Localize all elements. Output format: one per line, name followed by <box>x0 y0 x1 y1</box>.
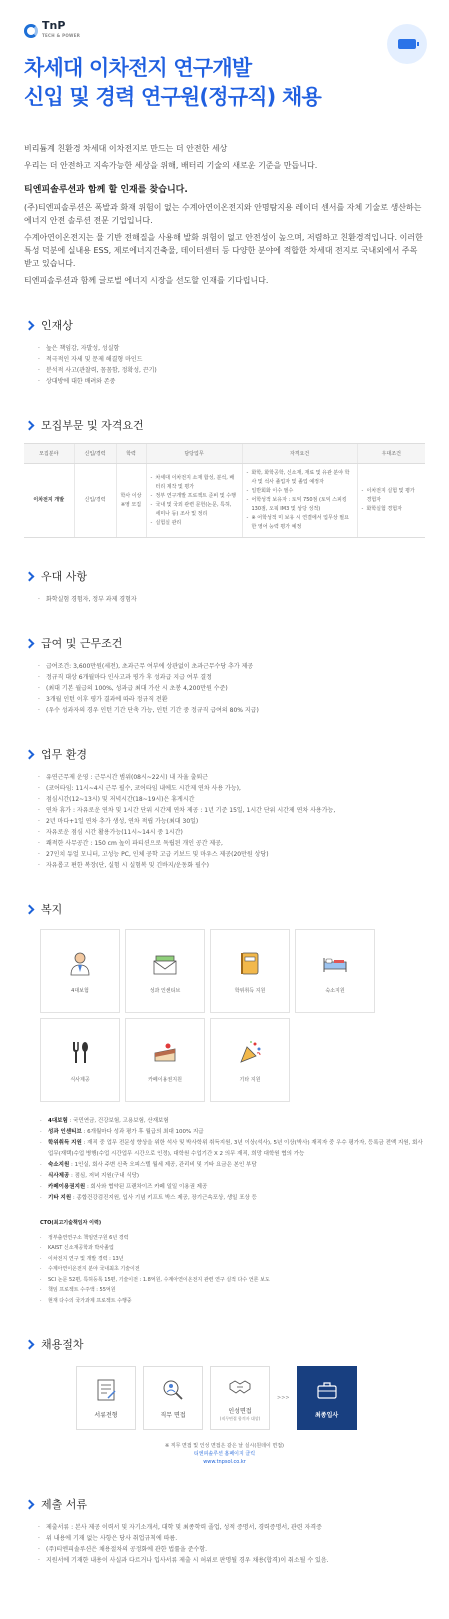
welfare-section <box>24 901 425 1306</box>
talent-section <box>24 317 425 387</box>
list-item: · 점심시간(12~13시) 및 저녁시간(18~19시)은 휴게시간 <box>38 794 425 805</box>
welfare-label: 성과 인센티브 <box>149 987 181 994</box>
chevron-icon <box>25 1339 35 1349</box>
list-item: · KAIST 신소재공학과 박사졸업 <box>40 1243 425 1254</box>
chevron-icon <box>25 904 35 914</box>
list-item: · 27인치 듀얼 모니터, 고성능 PC, 인체 공학 고급 키보드 및 마우스 제공(20만원 상당) <box>38 849 425 860</box>
welfare-card <box>40 1018 120 1102</box>
table-header: 자격요건 <box>242 444 357 464</box>
preferred-item: - 이차전지 실험 및 평가 경험자 <box>362 487 422 505</box>
process-arrow: >>> <box>277 1395 290 1401</box>
welfare-card <box>295 929 375 1013</box>
welfare-card <box>210 929 290 1013</box>
intro-paragraph-2: 수계아연이온전지는 물 기반 전해질을 사용해 발화 위험이 없고 안전성이 높으며, 저렴하고 친환경적입니다. 이러한 특성 덕분에 실내용 ESS, 제로에너지건축물, 데이터센터 등 다양한 분야에 적합한 차세대 전지로 국내외에서 주목받고 있습니다. <box>24 233 423 268</box>
education-cell: 학사 이상 ※영 모집 <box>116 464 146 538</box>
step-label: 인성면접 <box>228 1408 252 1415</box>
table-header: 신입/경력 <box>74 444 116 464</box>
company-logo <box>24 19 425 40</box>
title-line-1: 차세대 이차전지 연구개발 <box>24 56 252 80</box>
logo-ring-icon <box>24 24 38 38</box>
table-row <box>24 464 425 538</box>
section-title: 업무 환경 <box>41 748 88 761</box>
logo-text: TnP <box>42 19 66 32</box>
intro-line-1: 비리튬계 친환경 차세대 이차전지로 만드는 더 안전한 세상 <box>24 144 228 153</box>
list-item: · SCI 논문 52편, 특허등록 15편, 기술이전 : 1.8억원, 수계아연이온전지 관련 연구 실적 다수 언론 보도 <box>40 1275 425 1286</box>
preferred-cell <box>357 464 425 538</box>
process-note <box>24 1442 425 1466</box>
intro-paragraph-1: (주)티엔피솔루션은 폭발과 화재 위험이 없는 수계아연이온전지와 안명탐지용 레이더 센서를 자체 기술로 생산하는 에너지 안전 솔루션 전문 기업입니다. <box>24 203 422 225</box>
list-item: · (최대 기본 월급의 100%, 성과급 최대 가산 시 초봉 4,200만원 수준) <box>38 683 425 694</box>
briefcase-icon <box>315 1378 339 1406</box>
step-label: 직무 면접 <box>160 1411 186 1419</box>
duty-item: - 실험실 관리 <box>151 519 238 528</box>
notebook-icon <box>236 949 264 977</box>
welfare-card <box>125 1018 205 1102</box>
chevron-icon <box>25 571 35 581</box>
cto-title: CTO(최고기술책임자 이력) <box>40 1220 102 1226</box>
welfare-label: 카페이용권지원 <box>148 1076 182 1083</box>
chevron-icon <box>25 320 35 330</box>
section-title: 우대 사항 <box>41 570 88 583</box>
chevron-icon <box>25 638 35 648</box>
career-cell: 신입/경력 <box>74 464 116 538</box>
duty-item: - 정부 연구개발 프로젝트 준비 및 수행 <box>151 492 238 501</box>
list-item: · 위 내용에 기재 없는 사항은 당사 취업규칙에 따름. <box>38 1533 425 1544</box>
preferred-item: - 화학실험 경험자 <box>362 505 422 514</box>
cto-profile <box>24 1218 425 1306</box>
section-title: 제출 서류 <box>41 1498 88 1511</box>
section-title: 모집부문 및 자격요건 <box>41 419 144 432</box>
magnifier-person-icon <box>161 1378 185 1406</box>
process-steps <box>24 1366 425 1430</box>
welfare-label: 기타 지원 <box>239 1076 261 1083</box>
duty-item: - 국내 및 국외 관련 문헌(논문, 특허, 세미나 등) 조사 및 정리 <box>151 501 238 519</box>
list-item: · 유연근무제 운영 : 근무시간 범위(08시~22시) 내 자율 출퇴근 <box>38 772 425 783</box>
title-line-2: 신입 및 경력 연구원(정규직) 채용 <box>24 85 321 109</box>
table-header: 학력 <box>116 444 146 464</box>
list-item: · (우수 성과자의 경우 인턴 기간 단축 가능, 인턴 기간 중 정규직 급여의 80% 지급) <box>38 705 425 716</box>
list-item: · 책임 프로젝트 수주액 : 55억원 <box>40 1285 425 1296</box>
list-item: · 쾌적한 사무공간 : 150 cm 높이 파티션으로 독립된 개인 공간 제공, <box>38 838 425 849</box>
party-popper-icon <box>236 1038 264 1066</box>
logo-subtext: TECH & POWER <box>42 33 81 38</box>
table-header: 모집분야 <box>24 444 74 464</box>
list-item: · 높은 책임감, 자발성, 성실함 <box>38 343 425 354</box>
field-cell: 이차전지 개발 <box>24 464 74 538</box>
step-label: 서류전형 <box>94 1411 118 1419</box>
list-item: · 급여조건: 3,600만원(세전), 초과근무 여부에 상관없이 초과근무수당 추가 제공 <box>38 661 425 672</box>
list-item: · (코어타임: 11시~4시 근무 필수, 코어타임 내에도 시간제 연차 사용 가능), <box>38 783 425 794</box>
requirement-item: - ※ 어학성적 미 보유 시 연결에서 업무상 필요한 영어 능력 평가 예정 <box>247 514 353 532</box>
environment-section <box>24 746 425 871</box>
list-item: · 기타 지원 : 종합건강검진지원, 입사 기념 키프트 박스 제공, 장기근속포상, 생일 포상 등 <box>40 1193 425 1204</box>
money-envelope-icon <box>151 949 179 977</box>
list-item: · 정부출연연구소 책임연구원 6년 경력 <box>40 1233 425 1244</box>
list-item: · 제출서류 : 본사 제공 이력서 및 자기소개서, 대학 및 최종학력 졸업, 성적 증명서, 경력증명서, 관련 자격증 <box>38 1522 425 1533</box>
fork-knife-icon <box>66 1038 94 1066</box>
recruit-section <box>24 417 425 538</box>
requirement-item: - 화학, 화학공학, 신소재, 재료 및 유관 분야 학사 및 석사 졸업자 및 졸업 예정자 <box>247 469 353 487</box>
list-item: · 식사제공 : 점심, 저녁 지원(구내 식당) <box>40 1171 425 1182</box>
duties-cell <box>146 464 242 538</box>
process-step <box>76 1366 136 1430</box>
section-title: 채용절차 <box>41 1338 84 1351</box>
welfare-card <box>210 1018 290 1102</box>
handshake-icon <box>228 1374 252 1402</box>
list-item: · 2년 마다+1일 연차 추가 생성, 연차 적립 가능(최대 30일) <box>38 816 425 827</box>
list-item: · 화학실험 경험자, 정부 과제 경험자 <box>38 594 425 605</box>
recruit-table <box>24 443 425 538</box>
welfare-label: 숙소지원 <box>325 987 345 994</box>
document-form-icon <box>94 1378 118 1406</box>
company-intro <box>24 142 425 287</box>
list-item: · 자유롭고 편한 복장(단, 실험 시 실험복 및 긴바지/운동화 필수) <box>38 860 425 871</box>
section-title: 급여 및 근무조건 <box>41 637 123 650</box>
step-sublabel: (직무면접 합격자 대상) <box>219 1416 261 1421</box>
doctor-icon <box>66 949 94 977</box>
welfare-card <box>40 929 120 1013</box>
list-item: · 학위취득 지원 : 재직 중 업무 전문성 향상을 위한 석사 및 박사학위 취득지원, 3년 이상(석사), 5년 이상(박사) 재직자 중 우수 평가자, 등록금 전액 지원, 회사 업무(재택)수업 병행(수업 시간업무 시간으로 인정), 대학원 수업기간 X 2 의무 재직, 희망 대학원 협의 가능 <box>40 1138 425 1160</box>
list-item: · 성과 인센티브 : 6개월마다 성과 평가 후 월급의 최대 100% 지급 <box>40 1127 425 1138</box>
list-item: · 이차전지 연구 및 개발 경력 : 13년 <box>40 1254 425 1265</box>
list-item: · 3개월 인턴 이후 평가 결과에 따라 정규직 전환 <box>38 694 425 705</box>
chevron-icon <box>25 749 35 759</box>
list-item: · (주)티엔피솔루션은 채용절차의 공정화에 관한 법률을 준수함. <box>38 1544 425 1555</box>
documents-section <box>24 1496 425 1566</box>
cake-icon <box>151 1038 179 1066</box>
salary-section <box>24 635 425 716</box>
welfare-label: 학위취득 지원 <box>234 987 266 994</box>
process-step <box>143 1366 203 1430</box>
process-step <box>210 1366 270 1430</box>
list-item: · 분석적 사고(관찰력, 꼼꼼함, 정확성, 끈기) <box>38 365 425 376</box>
homepage-link[interactable]: 티엔피솔루션 홈페이지 클릭 <box>193 1451 256 1457</box>
intro-line-2: 우리는 더 안전하고 지속가능한 세상을 위해, 배터리 기술의 새로운 기준을 만듭니다. <box>24 161 318 170</box>
list-item: · 카페이용권지원 : 회사와 협약된 프랜차이즈 카페 일일 이용권 제공 <box>40 1182 425 1193</box>
welfare-label: 식사제공 <box>70 1076 90 1083</box>
section-title: 복지 <box>41 903 63 916</box>
list-item: · 4대보험 : 국민연금, 건강보험, 고용보험, 산재보험 <box>40 1116 425 1127</box>
section-title: 인재상 <box>41 319 73 332</box>
intro-lead: 티엔피솔루션과 함께 할 인재를 찾습니다. <box>24 185 188 195</box>
intro-paragraph-3: 티엔피솔루션과 함께 글로벌 에너지 시장을 선도할 인재를 기다립니다. <box>24 276 269 285</box>
duty-item: - 차세대 이차전지 소재 합성, 분석, 배터리 제작 및 평가 <box>151 474 238 492</box>
bed-icon <box>321 949 349 977</box>
list-item: · 현재 다수의 국가과제 프로젝트 수행중 <box>40 1296 425 1307</box>
welfare-label: 4대보험 <box>71 987 89 994</box>
step-label: 최종입사 <box>314 1411 339 1419</box>
list-item: · 숙소지원 : 1인실, 회사 주변 신축 오피스텔 월세 제공, 관리비 및 기타 요금은 본인 부담 <box>40 1160 425 1171</box>
page-title <box>24 54 425 112</box>
preference-section <box>24 568 425 605</box>
list-item: · 지원서에 기재한 내용이 사실과 다르거나 입사서류 제출 시 허위로 판명될 경우 채용(합격)이 취소될 수 있음. <box>38 1555 425 1566</box>
table-header: 담당업무 <box>146 444 242 464</box>
process-step-final <box>297 1366 357 1430</box>
list-item: · 정규직 대상 6개월마다 인사고과 평가 후 성과급 지급 여부 결정 <box>38 672 425 683</box>
requirement-item: - 일반회화 이수 필수 <box>247 487 353 496</box>
interview-note: ※ 직무 면접 및 인성 면접은 같은 날 실시(원데이 면접) <box>165 1443 284 1449</box>
chevron-icon <box>25 1499 35 1509</box>
chevron-icon <box>25 420 35 430</box>
welfare-details <box>24 1116 425 1204</box>
list-item: · 연차 휴가 : 자유로운 연차 및 1시간 단위 시간제 연차 제공 : 1년 기준 15일, 1시간 단위 시간제 연차 사용가능, <box>38 805 425 816</box>
welfare-card <box>125 929 205 1013</box>
homepage-url[interactable]: www.tnpsol.co.kr <box>203 1459 246 1465</box>
list-item: · 상대방에 대한 배려와 존중 <box>38 376 425 387</box>
list-item: · 수계아연이온전지 분야 국내최초 기술이전 <box>40 1264 425 1275</box>
list-item: · 자유로운 점심 시간 활용가능(11시~14시 중 1시간) <box>38 827 425 838</box>
list-item: · 적극적인 자세 및 문제 해결형 마인드 <box>38 354 425 365</box>
process-section <box>24 1336 425 1466</box>
requirements-cell <box>242 464 357 538</box>
requirement-item: - 어학성적 보유자 : 토익 750점 (토익 스피킹 130점, 오픽 IM3 및 상당 성적) <box>247 496 353 514</box>
welfare-grid <box>24 929 425 1102</box>
table-header: 우대조건 <box>357 444 425 464</box>
battery-icon <box>387 24 427 64</box>
